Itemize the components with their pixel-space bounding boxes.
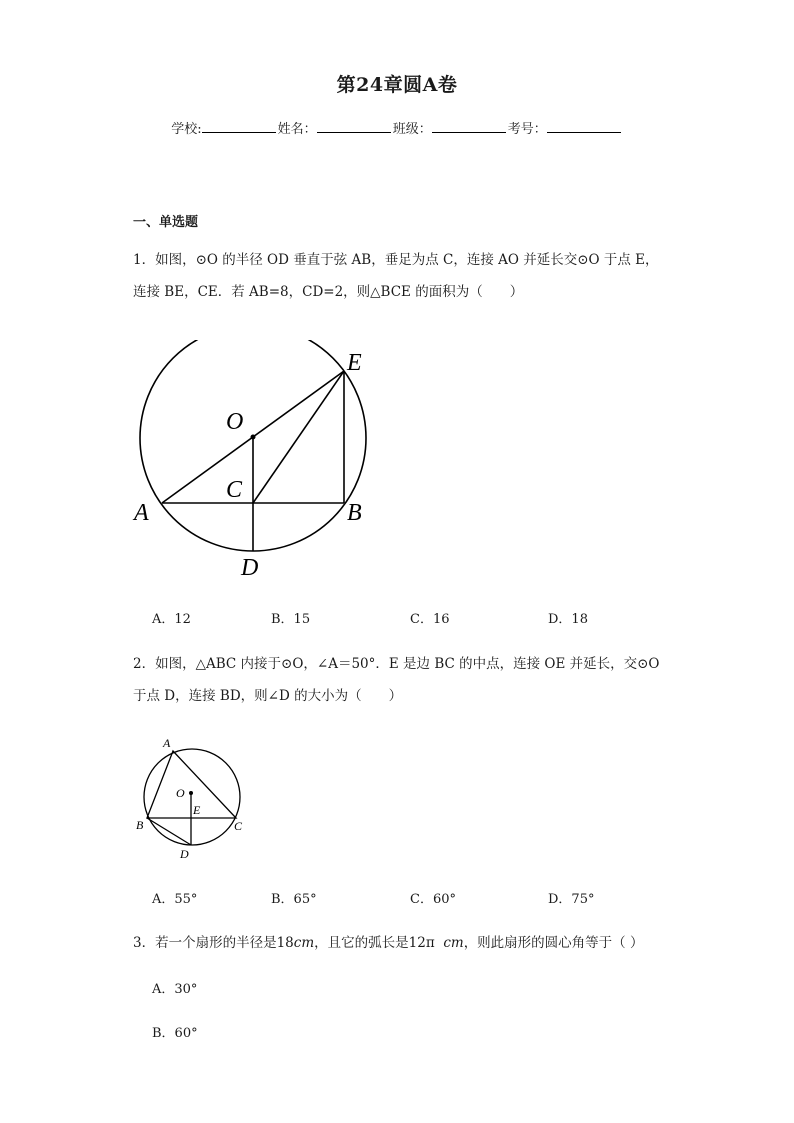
page-title: 第24章圆A卷 <box>336 74 458 96</box>
q2-label-d: D <box>180 847 189 861</box>
q1-label-b: B <box>347 500 362 526</box>
q1-option-c[interactable]: C．16 <box>410 612 450 627</box>
student-info-line <box>0 118 794 137</box>
q2-option-c[interactable]: C．60° <box>410 892 456 907</box>
q3-text-b: ，且它的弧长是 <box>314 935 409 951</box>
q2-label-b: B <box>136 818 144 832</box>
q2-option-b[interactable]: B．65° <box>271 892 317 907</box>
q1-figure <box>125 340 385 590</box>
q3-arc: 12π <box>408 935 435 951</box>
q1-label-o: O <box>226 409 244 435</box>
q2-circle <box>144 749 240 845</box>
q2-label-e: E <box>193 803 201 817</box>
school-label: 学校: <box>171 122 202 137</box>
q3-option-a[interactable]: A．30° <box>152 982 198 997</box>
q1-label-a: A <box>134 500 149 526</box>
q2-line2: 于点 D，连接 BD，则∠D 的大小为（ ） <box>133 688 403 704</box>
q1-label-c: C <box>226 477 243 503</box>
q3-text-a: 3．若一个扇形的半径是 <box>133 935 277 951</box>
q1-option-b[interactable]: B．15 <box>271 612 311 627</box>
q2-line-bd <box>147 818 191 845</box>
q3-unit1: cm <box>293 935 315 951</box>
q1-label-d: D <box>241 555 259 581</box>
q2-line1: 2．如图，△ABC 内接于⊙O，∠A＝50°．E 是边 BC 的中点，连接 OE 并延长，交⊙O <box>133 656 660 672</box>
q3-option-b[interactable]: B．60° <box>152 1026 198 1041</box>
q1-line2: 连接 BE，CE．若 AB=8，CD=2，则△BCE 的面积为（ ） <box>133 284 524 300</box>
school-blank[interactable] <box>202 120 276 133</box>
q1-line-ce <box>253 371 344 503</box>
q1-option-d[interactable]: D．18 <box>548 612 588 627</box>
q3-unit2: cm <box>443 935 464 951</box>
q3-radius: 18 <box>276 935 294 951</box>
class-label: 班级： <box>392 122 432 137</box>
q1-option-a[interactable]: A．12 <box>152 612 191 627</box>
q3-text-c: ，则此扇形的圆心角等于（ ） <box>463 935 644 951</box>
q3-text <box>133 933 643 953</box>
q2-center-dot <box>189 791 193 795</box>
q2-label-c: C <box>234 819 243 833</box>
section-heading: 一、单选题 <box>133 215 199 230</box>
q1-line1: 1．如图，⊙O 的半径 OD 垂直于弦 AB，垂足为点 C，连接 AO 并延长交⊙O 于点 E， <box>133 252 659 268</box>
q1-center-dot <box>251 435 256 440</box>
number-label: 考号： <box>507 122 547 137</box>
name-label: 姓名： <box>277 122 317 137</box>
q2-option-a[interactable]: A．55° <box>152 892 198 907</box>
q2-figure <box>130 732 260 862</box>
number-blank[interactable] <box>547 120 621 133</box>
name-blank[interactable] <box>317 120 391 133</box>
q2-label-a: A <box>163 736 171 750</box>
q2-option-d[interactable]: D．75° <box>548 892 595 907</box>
class-blank[interactable] <box>432 120 506 133</box>
q2-label-o: O <box>176 786 185 800</box>
q1-label-e: E <box>347 350 362 376</box>
